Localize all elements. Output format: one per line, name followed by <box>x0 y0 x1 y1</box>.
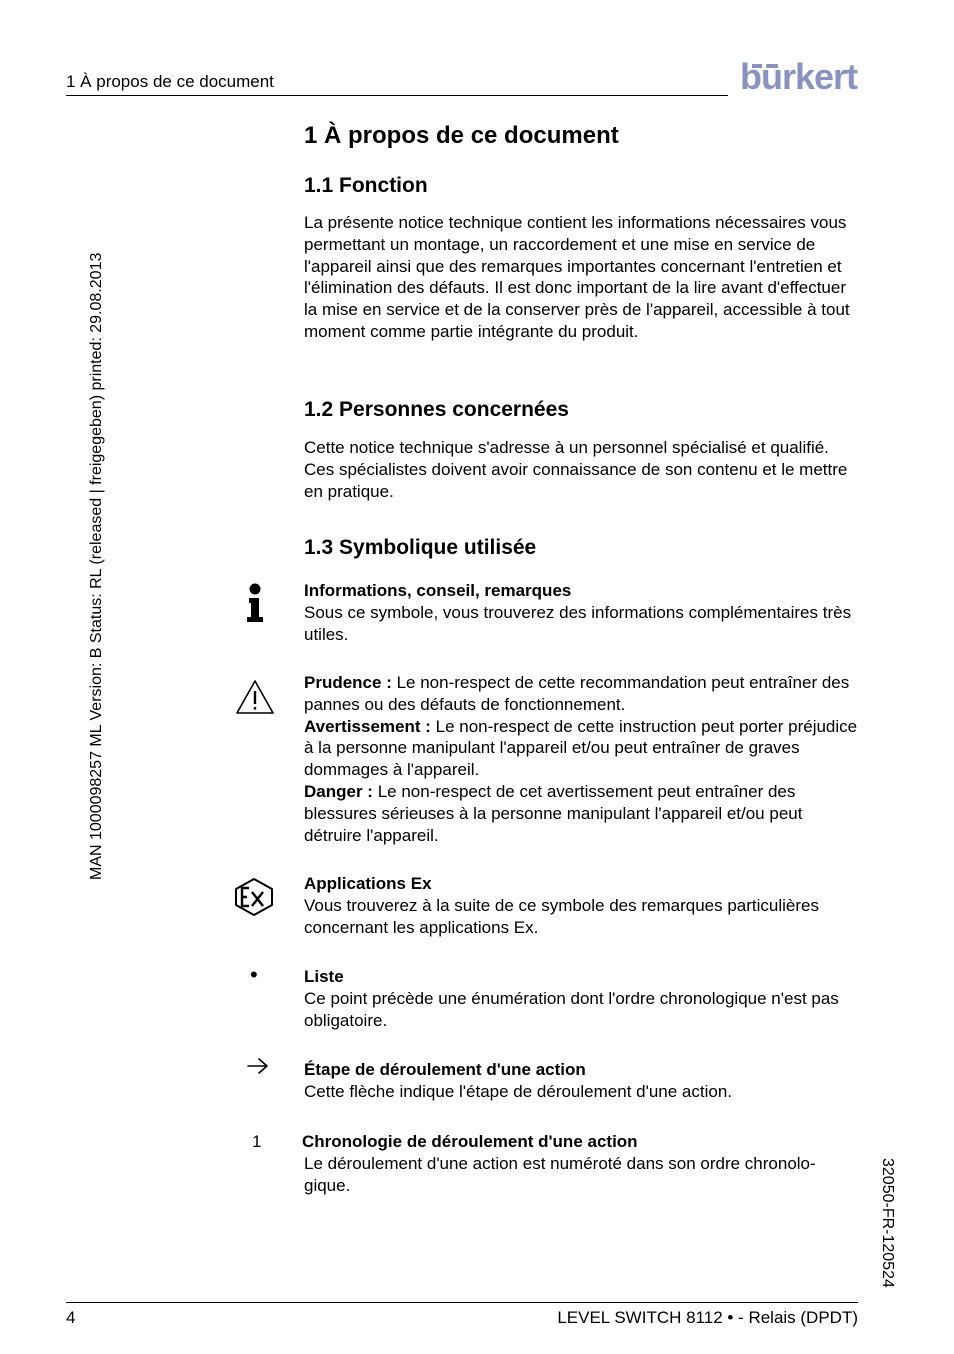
footer-rule <box>66 1302 858 1303</box>
warning-label: Avertissement : <box>304 716 431 736</box>
page-number: 4 <box>66 1308 76 1327</box>
symbol-info-text: Sous ce symbole, vous trouverez des informations complémentaires très utiles. <box>304 602 852 644</box>
info-icon <box>244 583 266 623</box>
heading-personnes: 1.2 Personnes concernées <box>304 398 569 421</box>
header-rule <box>66 95 728 96</box>
burkert-logo <box>740 56 858 100</box>
bullet-icon: • <box>250 962 258 987</box>
document-metadata-vertical: MAN 1000098257 ML Version: B Status: RL (released | freigegeben) printed: 29.08.2013 <box>88 252 105 880</box>
caution-label: Prudence : <box>304 673 392 692</box>
paragraph-fonction: La présente notice technique contient les informations nécessaires vous permettant un montage, un raccordement et une mise en service de l'appareil ainsi que des remarques importantes concernant l'entretien et l'élimination des défauts. Il est donc important de la lire avant d'effectuer la mise en service et de la conserver près de l'appareil, accessible à tout moment comme partie intégrante du produit. <box>304 213 850 341</box>
warning-text: Le non-respect de cette instruction peut porter préjudice à la personne manipulant l'appareil et/ou peut entraîner de graves dommages à l'appareil. <box>304 716 858 780</box>
heading-symbolique: 1.3 Symbolique utilisée <box>304 536 537 559</box>
symbol-warning-block <box>304 672 860 846</box>
symbol-ex-text: Vous trouverez à la suite de ce symbole des remarques particulières concernant les applications Ex. <box>304 895 819 937</box>
symbol-chrono-title: Chronologie de déroulement d'une action <box>302 1132 638 1151</box>
page-title: 1 À propos de ce document <box>304 122 619 149</box>
running-header: 1 À propos de ce document <box>66 72 274 91</box>
danger-text: Le non-respect de cet avertissement peut entraîner des blessures sérieuses à la personne manipulant l'appareil et/ou peut détruire l'appareil. <box>304 781 803 845</box>
symbol-info-title: Informations, conseil, remarques <box>304 581 572 600</box>
symbol-step-title: Étape de déroulement d'une action <box>304 1060 586 1079</box>
symbol-list-block <box>304 966 860 1031</box>
product-name: LEVEL SWITCH 8112 • - Relais (DPDT) <box>557 1308 858 1327</box>
symbol-list-title: Liste <box>304 967 344 986</box>
warning-triangle-icon <box>235 679 275 715</box>
symbol-chrono-block <box>302 1131 858 1196</box>
symbol-step-text: Cette flèche indique l'étape de déroulement d'une action. <box>304 1081 733 1101</box>
symbol-list-text: Ce point précède une énumération dont l'ordre chronologique n'est pas obligatoire. <box>304 988 839 1030</box>
ex-hexagon-icon <box>233 877 275 917</box>
symbol-info-block <box>304 580 860 645</box>
logo-text: bürkert <box>740 56 858 97</box>
symbol-ex-block <box>304 873 860 938</box>
symbol-chrono-text: Le déroulement d'une action est numéroté dans son ordre chronolo-gique. <box>304 1153 816 1195</box>
danger-label: Danger : <box>304 781 373 801</box>
number-one-icon: 1 <box>252 1132 262 1151</box>
heading-fonction: 1.1 Fonction <box>304 174 428 197</box>
arrow-right-icon <box>246 1057 270 1075</box>
document-code-vertical: 32050-FR-120524 <box>879 1158 896 1288</box>
symbol-step-block <box>304 1059 860 1103</box>
caution-text: Le non-respect de cette recommandation peut entraîner des pannes ou des défauts de fonctionnement. <box>304 673 850 714</box>
paragraph-personnes: Cette notice technique s'adresse à un personnel spécialisé et qualifié. Ces spécialistes doivent avoir connaissance de son contenu et le mettre en pratique. <box>304 438 848 501</box>
symbol-ex-title: Applications Ex <box>304 874 432 893</box>
